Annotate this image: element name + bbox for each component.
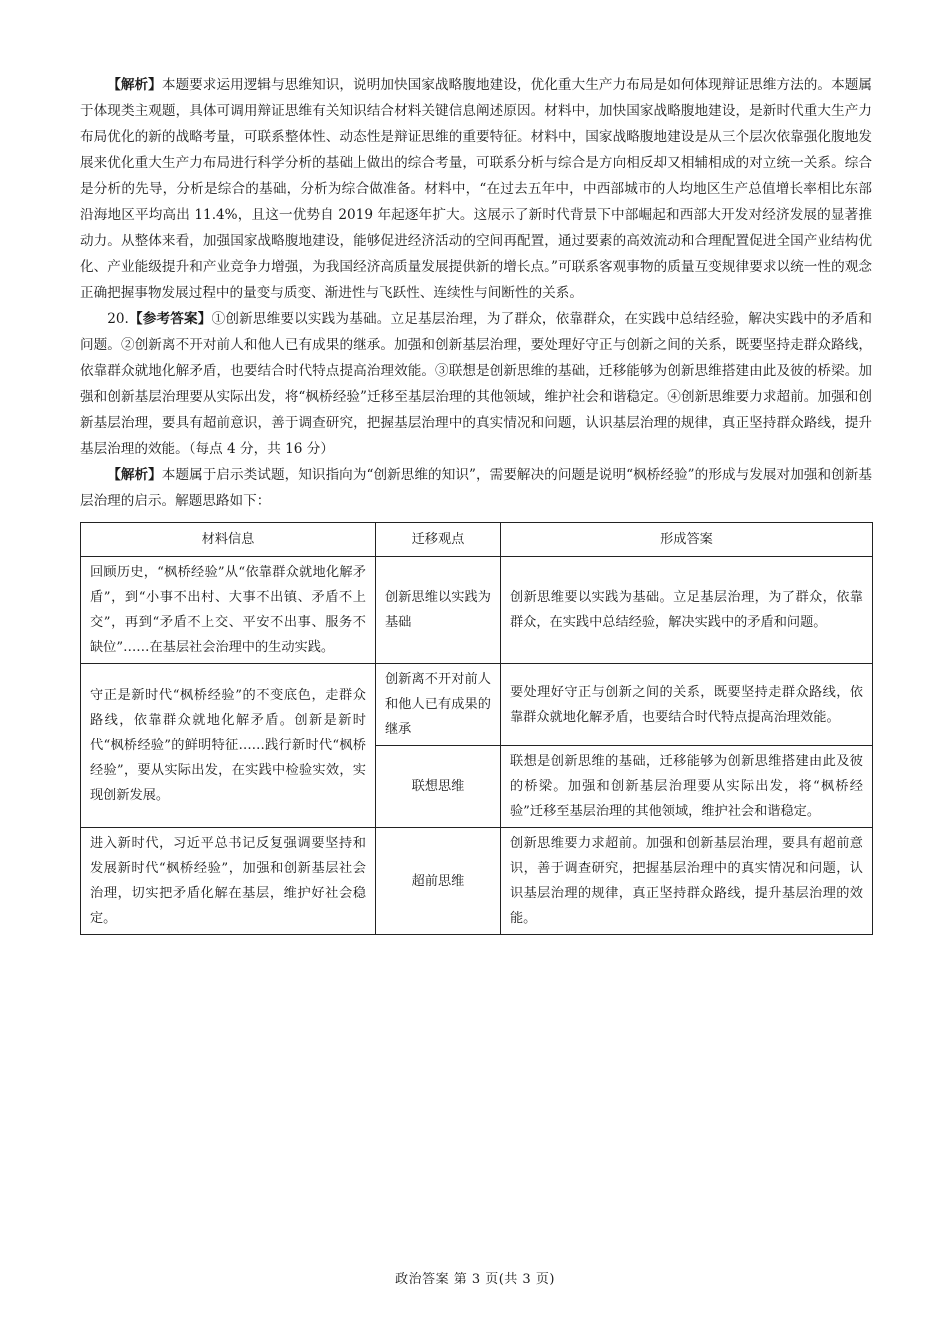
view-cell: 创新离不开对前人和他人已有成果的继承 [376,664,501,746]
answer-20-paragraph [80,306,872,462]
question-number: 20. [107,311,129,327]
analysis-tag: 【解析】 [107,467,162,483]
view-cell: 超前思维 [376,828,501,935]
analysis-tag: 【解析】 [107,77,162,93]
solution-table [80,522,873,935]
material-cell: 进入新时代，习近平总书记反复强调要坚持和发展新时代“枫桥经验”，加强和创新基层社会治理，切实把矛盾化解在基层，维护好社会稳定。 [81,828,376,935]
answer-cell: 创新思维要力求超前。加强和创新基层治理，要具有超前意识，善于调查研究，把握基层治理中的真实情况和问题，认识基层治理的规律，真正坚持群众路线，提升基层治理的效能。 [501,828,873,935]
analysis-text: 本题属于启示类试题，知识指向为“创新思维的知识”，需要解决的问题是说明“枫桥经验”的形成与发展对加强和创新基层治理的启示。解题思路如下： [80,467,873,509]
reference-answer-tag: 【参考答案】 [128,311,212,327]
table-header-row [81,523,873,557]
reference-answer-text: ①创新思维要以实践为基础。立足基层治理，为了群众，依靠群众，在实践中总结经验，解决实践中的矛盾和问题。②创新离不开对前人和他人已有成果的继承。加强和创新基层治理，要处理好守正与创新之间的关系，既要坚持走群众路线，依靠群众就地化解矛盾，也要结合时代特点提高治理效能。③联想是创新思维的基础，迁移能够为创新思维搭建由此及彼的桥梁。加强和创新基层治理要从实际出发，将“枫桥经验”迁移至基层治理的其他领域，维护社会和谐稳定。④创新思维要力求超前。加强和创新基层治理，要具有超前意识，善于调查研究，把握基层治理中的真实情况和问题，认识基层治理的规律，真正坚持群众路线，提升基层治理的效能。（每点 4 分，共 16 分） [80,311,873,457]
answer-cell: 创新思维要以实践为基础。立足基层治理，为了群众，依靠群众，在实践中总结经验，解决实践中的矛盾和问题。 [501,557,873,664]
view-cell: 联想思维 [376,746,501,828]
page-footer: 政治答案 第 3 页(共 3 页) [395,1272,555,1287]
analysis-paragraph-2 [80,462,872,514]
analysis-paragraph-1 [80,72,872,306]
view-cell: 创新思维以实践为基础 [376,557,501,664]
material-cell: 回顾历史，“枫桥经验”从“依靠群众就地化解矛盾”，到“小事不出村、大事不出镇、矛盾不上交”，再到“矛盾不上交、平安不出事、服务不缺位”……在基层社会治理中的生动实践。 [81,557,376,664]
table-row [81,557,873,664]
table-row [81,664,873,746]
page-content [80,72,872,935]
material-cell: 守正是新时代“枫桥经验”的不变底色，走群众路线，依靠群众就地化解矛盾。创新是新时代“枫桥经验”的鲜明特征……践行新时代“枫桥经验”，要从实际出发，在实践中检验实效，实现创新发展。 [81,664,376,828]
answer-cell: 联想是创新思维的基础，迁移能够为创新思维搭建由此及彼的桥梁。加强和创新基层治理要从实际出发，将“枫桥经验”迁移至基层治理的其他领域，维护社会和谐稳定。 [501,746,873,828]
analysis-text: 本题要求运用逻辑与思维知识，说明加快国家战略腹地建设，优化重大生产力布局是如何体现辩证思维方法的。本题属于体现类主观题，具体可调用辩证思维有关知识结合材料关键信息阐述原因。材料中，加快国家战略腹地建设，是新时代重大生产力布局优化的新的战略考量，可联系整体性、动态性是辩证思维的重要特征。材料中，国家战略腹地建设是从三个层次依靠强化腹地发展来优化重大生产力布局进行科学分析的基础上做出的综合考量，可联系分析与综合是方向相反却又相辅相成的对立统一关系。综合是分析的先导，分析是综合的基础，分析为综合做准备。材料中，“在过去五年中，中西部城市的人均地区生产总值增长率相比东部沿海地区平均高出 11.4%，且这一优势自 2019 年起逐年扩大。这展示了新时代背景下中部崛起和西部大开发对经济发展的显著推动力。从整体来看，加强国家战略腹地建设，能够促进经济活动的空间再配置，通过要素的高效流动和合理配置促进全国产业结构优化、产业能级提升和产业竞争力增强，为我国经济高质量发展提供新的增长点。”可联系客观事物的质量互变规律要求以统一性的观念正确把握事物发展过程中的量变与质变、渐进性与飞跃性、连续性与间断性的关系。 [80,77,873,301]
header-formed-answer: 形成答案 [501,523,873,557]
table-row [81,828,873,935]
header-transfer-view: 迁移观点 [376,523,501,557]
answer-cell: 要处理好守正与创新之间的关系，既要坚持走群众路线，依靠群众就地化解矛盾，也要结合时代特点提高治理效能。 [501,664,873,746]
header-material-info: 材料信息 [81,523,376,557]
